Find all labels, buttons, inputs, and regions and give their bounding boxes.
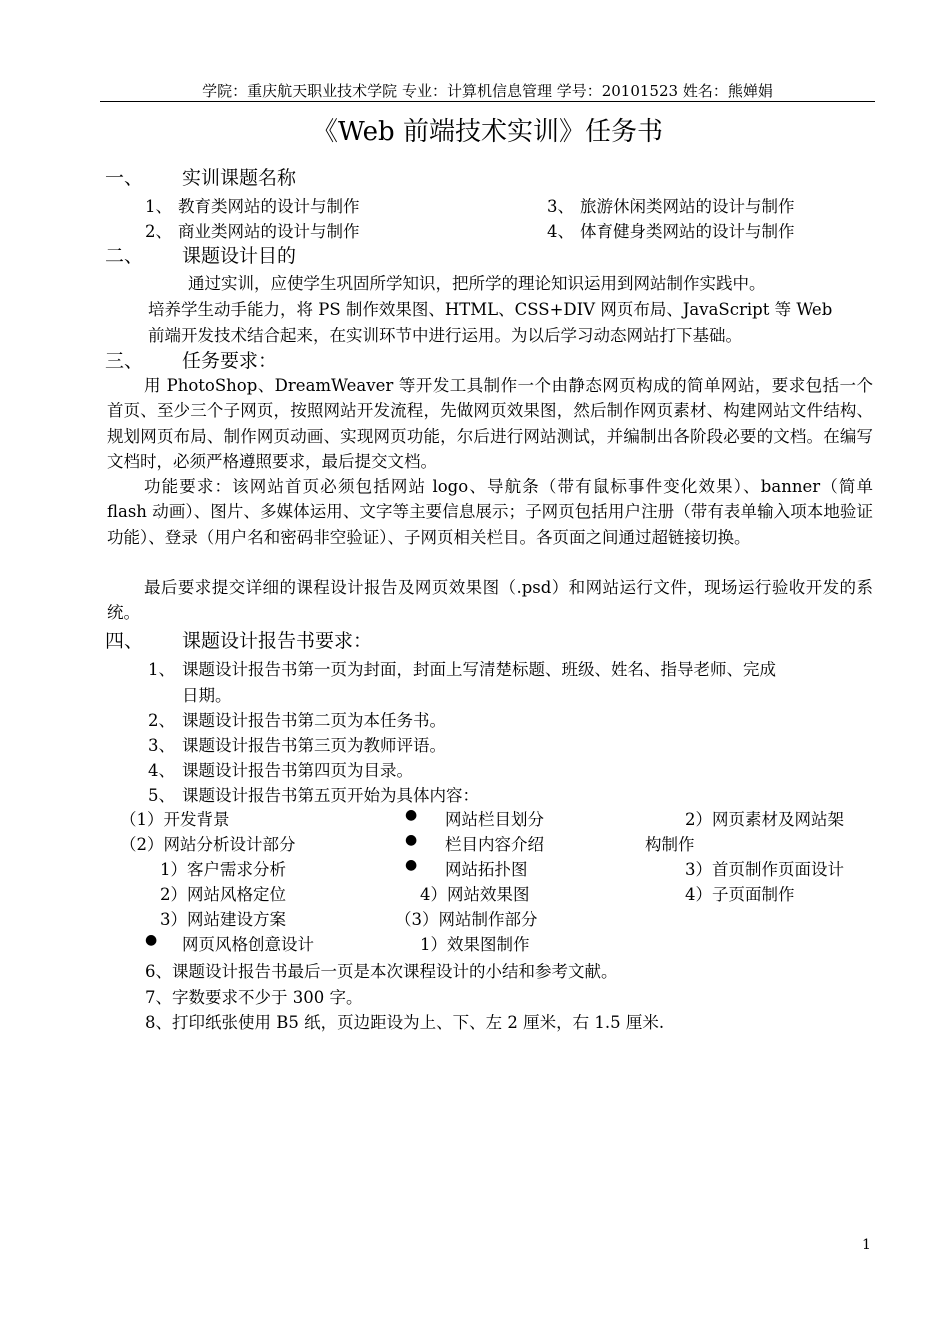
bullet-icon: ● (145, 932, 158, 948)
content-item: （1）开发背景 (120, 810, 230, 829)
list-item-number: 3、 (148, 736, 175, 755)
content-item: 3）网站建设方案 (160, 910, 286, 929)
list-item: 7、字数要求不少于 300 字。 (145, 988, 363, 1007)
content-item: 3）首页制作页面设计 (685, 860, 844, 879)
list-item: 课题设计报告书第二页为本任务书。 (182, 711, 446, 730)
list-item-number: 2、 (148, 711, 175, 730)
list-item-number: 4、 (547, 222, 574, 241)
section1-heading: 实训课题名称 (182, 167, 297, 189)
section3-heading: 任务要求： (182, 350, 278, 372)
content-item: 网站栏目划分 (445, 810, 544, 829)
list-item: 旅游休闲类网站的设计与制作 (580, 197, 795, 216)
list-item-number: 2、 (145, 222, 172, 241)
function-paragraph: 功能要求：该网站首页必须包括网站 logo、导航条（带有鼠标事件变化效果）、banner（简单 flash 动画）、图片、多媒体运用、文字等主要信息展示；子网页包括用户注册（带有表单输入项本地验证功能）、登录（用户名和密码非空验证）、子网页相关栏目。各页面之间通过超链接切换。 (107, 477, 873, 547)
list-item: 8、打印纸张使用 B5 纸，页边距设为上、下、左 2 厘米，右 1.5 厘米. (145, 1013, 665, 1032)
list-item: 商业类网站的设计与制作 (178, 222, 360, 241)
content-item: 网站拓扑图 (445, 860, 528, 879)
list-item-number: 5、 (148, 786, 175, 805)
bullet-icon: ● (405, 832, 418, 848)
section4-number: 四、 (105, 630, 144, 652)
content-item: 构制作 (645, 835, 695, 854)
content-item: 4）子页面制作 (685, 885, 795, 904)
document-title: 《Web 前端技术实训》任务书 (312, 117, 663, 147)
bullet-icon: ● (405, 807, 418, 823)
bullet-icon: ● (405, 857, 418, 873)
content-item: 2）网页素材及网站架 (685, 810, 844, 829)
list-item-continuation: 日期。 (182, 686, 232, 705)
section1-number: 一、 (105, 167, 144, 189)
purpose-line: 培养学生动手能力，将 PS 制作效果图、HTML、CSS+DIV 网页布局、JavaScript 等 Web (148, 300, 833, 319)
list-item: 课题设计报告书第三页为教师评语。 (182, 736, 446, 755)
section2-heading: 课题设计目的 (182, 245, 297, 267)
list-item: 体育健身类网站的设计与制作 (580, 222, 795, 241)
content-item: 1）效果图制作 (420, 935, 530, 954)
submission-paragraph: 最后要求提交详细的课程设计报告及网页效果图（.psd）和网站运行文件，现场运行验收开发的系统。 (107, 578, 873, 623)
list-item-number: 3、 (547, 197, 574, 216)
header-rule (100, 101, 875, 102)
list-item: 课题设计报告书第一页为封面，封面上写清楚标题、班级、姓名、指导老师、完成 (182, 660, 776, 679)
content-item: （2）网站分析设计部分 (120, 835, 296, 854)
task-paragraph: 用 PhotoShop、DreamWeaver 等开发工具制作一个由静态网页构成的简单网站，要求包括一个首页、至少三个子网页，按照网站开发流程，先做网页效果图，然后制作网页素材、构建网站文件结构、规划网页布局、制作网页动画、实现网页功能，尔后进行网站测试，并编制出各阶段必要的文档。在编写文档时，必须严格遵照要求，最后提交文档。 (107, 376, 873, 471)
list-item: 课题设计报告书第四页为目录。 (182, 761, 413, 780)
list-item-number: 4、 (148, 761, 175, 780)
list-item-number: 1、 (145, 197, 172, 216)
content-item: （3）网站制作部分 (395, 910, 538, 929)
list-item: 课题设计报告书第五页开始为具体内容： (182, 786, 479, 805)
list-item: 6、课题设计报告书最后一页是本次课程设计的小结和参考文献。 (145, 962, 618, 981)
page-header: 学院：重庆航天职业技术学院 专业：计算机信息管理 学号：20101523 姓名：熊婵娟 (202, 82, 773, 100)
purpose-line: 前端开发技术结合起来，在实训环节中进行运用。为以后学习动态网站打下基础。 (148, 326, 742, 345)
content-item: 栏目内容介绍 (445, 835, 544, 854)
section4-heading: 课题设计报告书要求： (182, 630, 373, 652)
purpose-line: 通过实训，应使学生巩固所学知识，把所学的理论知识运用到网站制作实践中。 (188, 274, 766, 293)
content-item: 1）客户需求分析 (160, 860, 286, 879)
list-item-number: 1、 (148, 660, 175, 679)
page-number: 1 (862, 1237, 871, 1253)
content-item: 网页风格创意设计 (182, 935, 314, 954)
list-item: 教育类网站的设计与制作 (178, 197, 360, 216)
section3-number: 三、 (105, 350, 144, 372)
content-item: 4）网站效果图 (420, 885, 530, 904)
section2-number: 二、 (105, 245, 144, 267)
content-item: 2）网站风格定位 (160, 885, 286, 904)
